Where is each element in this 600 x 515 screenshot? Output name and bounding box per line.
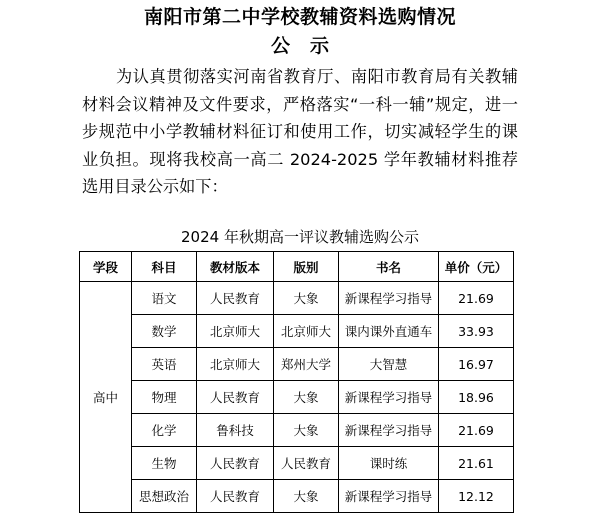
price-cell: 21.61 bbox=[439, 447, 514, 480]
table-title: 2024 年秋期高一评议教辅选购公示 bbox=[181, 228, 419, 246]
publisher-cell: 大象 bbox=[274, 282, 339, 315]
document-title: 南阳市第二中学校教辅资料选购情况 bbox=[143, 6, 456, 28]
edition-cell: 人民教育 bbox=[197, 480, 274, 513]
table-row bbox=[80, 381, 514, 414]
book-cell: 课内课外直通车 bbox=[339, 315, 439, 348]
subject-cell: 思想政治 bbox=[132, 480, 197, 513]
table-row bbox=[80, 480, 514, 513]
table-row bbox=[80, 282, 514, 315]
book-cell: 新课程学习指导 bbox=[339, 282, 439, 315]
subject-cell: 英语 bbox=[132, 348, 197, 381]
section-cell: 高中 bbox=[80, 282, 132, 513]
subject-cell: 语文 bbox=[132, 282, 197, 315]
edition-cell: 人民教育 bbox=[197, 282, 274, 315]
header-edition: 教材版本 bbox=[197, 252, 274, 282]
price-cell: 21.69 bbox=[439, 414, 514, 447]
document-subtitle: 公示 bbox=[270, 35, 349, 57]
edition-cell: 人民教育 bbox=[197, 381, 274, 414]
book-cell: 新课程学习指导 bbox=[339, 480, 439, 513]
publisher-cell: 郑州大学 bbox=[274, 348, 339, 381]
header-publisher: 版别 bbox=[274, 252, 339, 282]
header-section: 学段 bbox=[80, 252, 132, 282]
subject-cell: 化学 bbox=[132, 414, 197, 447]
book-cell: 大智慧 bbox=[339, 348, 439, 381]
edition-cell: 北京师大 bbox=[197, 348, 274, 381]
book-cell: 课时练 bbox=[339, 447, 439, 480]
table-row bbox=[80, 414, 514, 447]
publisher-cell: 人民教育 bbox=[274, 447, 339, 480]
subject-cell: 物理 bbox=[132, 381, 197, 414]
price-cell: 33.93 bbox=[439, 315, 514, 348]
table-header-row bbox=[80, 252, 514, 282]
header-price: 单价（元） bbox=[439, 252, 514, 282]
publisher-cell: 北京师大 bbox=[274, 315, 339, 348]
publisher-cell: 大象 bbox=[274, 414, 339, 447]
table-row bbox=[80, 348, 514, 381]
publisher-cell: 大象 bbox=[274, 480, 339, 513]
header-subject: 科目 bbox=[132, 252, 197, 282]
publisher-cell: 大象 bbox=[274, 381, 339, 414]
price-cell: 21.69 bbox=[439, 282, 514, 315]
book-cell: 新课程学习指导 bbox=[339, 381, 439, 414]
table-row bbox=[80, 447, 514, 480]
edition-cell: 鲁科技 bbox=[197, 414, 274, 447]
header-book: 书名 bbox=[339, 252, 439, 282]
price-cell: 12.12 bbox=[439, 480, 514, 513]
subject-cell: 生物 bbox=[132, 447, 197, 480]
edition-cell: 人民教育 bbox=[197, 447, 274, 480]
subject-cell: 数学 bbox=[132, 315, 197, 348]
intro-paragraph: 为认真贯彻落实河南省教育厅、南阳市教育局有关教辅材料会议精神及文件要求，严格落实“一科一辅”规定，进一步规范中小学教辅材料征订和使用工作，切实减轻学生的课业负担。现将我校高一高二 2024-2025 学年教辅材料推荐选用目录公示如下： bbox=[82, 67, 518, 196]
table-row bbox=[80, 315, 514, 348]
price-cell: 16.97 bbox=[439, 348, 514, 381]
price-cell: 18.96 bbox=[439, 381, 514, 414]
textbook-table bbox=[79, 251, 514, 513]
edition-cell: 北京师大 bbox=[197, 315, 274, 348]
book-cell: 新课程学习指导 bbox=[339, 414, 439, 447]
